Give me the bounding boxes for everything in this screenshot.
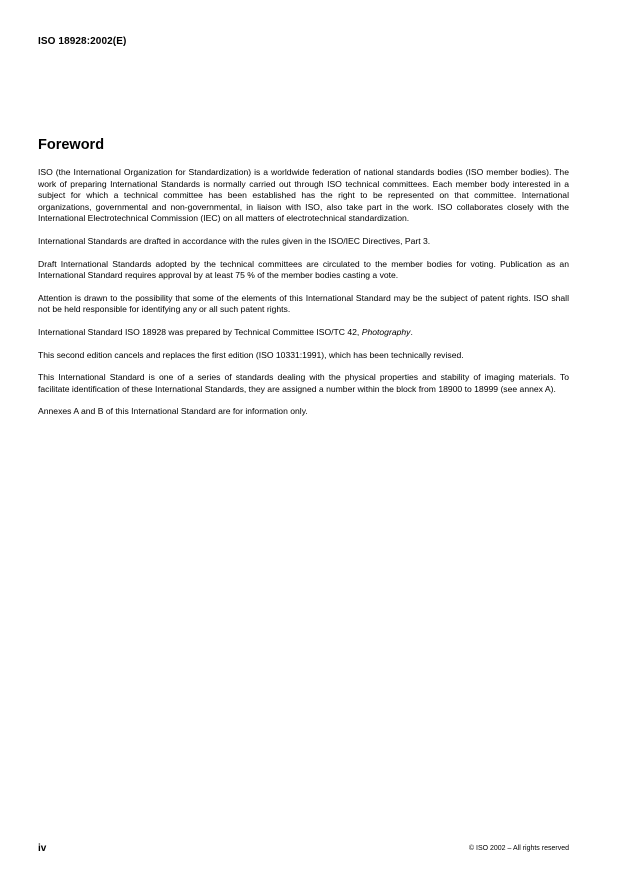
paragraph-annexes: Annexes A and B of this International Standard are for information only.	[38, 406, 308, 417]
document-id: ISO 18928:2002(E)	[38, 36, 127, 47]
prepared-by-suffix: .	[410, 326, 413, 337]
paragraph-iso-overview: ISO (the International Organization for Standardization) is a worldwide federation of national standards bodies (ISO member bodies). The work of preparing International Standards is normally carried out through ISO technical committees. Each member body interested in a subject for which a technical committee has been established has the right to be represented on that committee. International organizations, governmental and non-governmental, in liaison with ISO, also take part in the work. ISO collaborates closely with the International Electrotechnical Commission (IEC) on all matters of electrotechnical standardization.	[38, 167, 569, 224]
paragraph-prepared-by	[38, 327, 569, 339]
paragraph-series: This International Standard is one of a series of standards dealing with the physical properties and stability of imaging materials. To facilitate identification of these International Standards, they are assigned a number within the block from 18900 to 18999 (see annex A).	[38, 372, 569, 394]
paragraph-edition: This second edition cancels and replaces the first edition (ISO 10331:1991), which has been technically revised.	[38, 349, 464, 360]
paragraph-voting: Draft International Standards adopted by the technical committees are circulated to the member bodies for voting. Publication as an International Standard requires approval by at least 75 % of the member bodies casting a vote.	[38, 258, 569, 281]
committee-title: Photography	[361, 326, 411, 337]
section-title: Foreword	[38, 137, 105, 153]
prepared-by-prefix: International Standard ISO 18928 was prepared by Technical Committee ISO/TC 42,	[38, 326, 362, 337]
paragraph-patent-rights: Attention is drawn to the possibility that some of the elements of this International Standard may be the subject of patent rights. ISO shall not be held responsible for identifying any or all such patent rights.	[38, 292, 569, 315]
foreword-body	[38, 167, 569, 429]
copyright-notice: © ISO 2002 – All rights reserved	[468, 845, 569, 852]
page-number: iv	[38, 843, 47, 854]
paragraph-drafting-rules: International Standards are drafted in accordance with the rules given in the ISO/IEC Directives, Part 3.	[38, 235, 431, 246]
